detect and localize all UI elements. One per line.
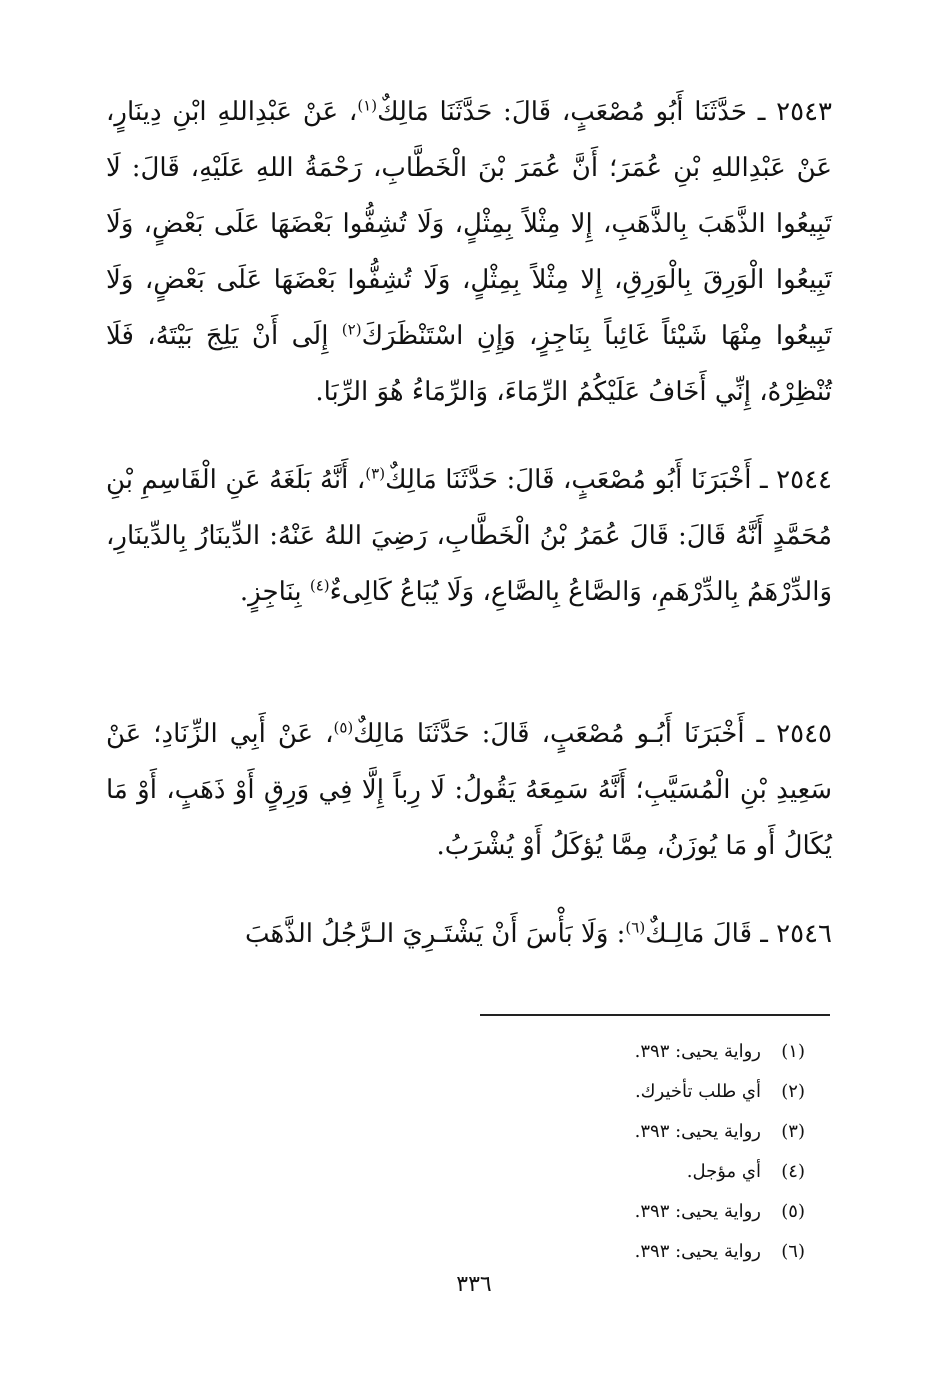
- paragraph-continuation: ، عَنْ عَبْدِاللهِ ابْنِ دِينَارٍ، عَنْ عَبْدِاللهِ بْنِ عُمَرَ؛ أَنَّ عُمَرَ بْنَ الْخَطَّابِ، رَحْمَةُ اللهِ عَلَيْهِ، قَالَ: لَا تَبِيعُوا الذَّهَبَ بِالذَّهَبِ، إِلا مِثْلاً بِمِثْلٍ، وَلَا تُشِفُّوا بَعْضَهَا عَلَى بَعْضٍ، وَلَا تَبِيعُوا الْوَرِقَ بِالْوَرِقِ، إِلا مِثْلاً بِمِثْلٍ، وَلَا تُشِفُّوا بَعْضَهَا عَلَى بَعْضٍ، وَلَا تَبِيعُوا مِنْهَا شَيْئاً غَائِباً بِنَاجِزٍ، وَإِنِ اسْتَنْظَرَكَ: [106, 97, 832, 351]
- page-number: ٣٣٦: [456, 1272, 492, 1297]
- footnote-marker-2: (٢): [341, 320, 362, 339]
- footnote-marker-3: (٣): [365, 464, 386, 483]
- footnote-marker-1: (١): [357, 96, 378, 115]
- paragraph-ending: إِلَى أَنْ يَلِجَ بَيْتَهُ، فَلَا تُنْظِرْهُ، إِنِّي أَخَافُ عَلَيْكُمُ الرِّمَاءَ، وَالرِّمَاءُ هُوَ الرِّبَا.: [106, 321, 832, 407]
- paragraph-text: [106, 906, 832, 962]
- paragraph-text: [106, 84, 832, 420]
- paragraph-continuation: ، أَنَّهُ بَلَغَهُ عَنِ الْقَاسِمِ بْنِ مُحَمَّدٍ أَنَّهُ قَالَ: قَالَ عُمَرُ بْنُ الْخَطَّابِ، رَضِيَ اللهُ عَنْهُ: الدِّينَارُ بِالدِّينَارِ، وَالدِّرْهَمُ بِالدِّرْهَمِ، وَالصَّاعُ بِالصَّاعِ، وَلَا يُبَاعُ كَالِىءٌ: [106, 465, 832, 607]
- footnote-text: رواية يحيى: ٣٩٣.: [634, 1121, 761, 1142]
- paragraph-ending: بِنَاجِزٍ.: [239, 577, 310, 607]
- footnote-text: أي مؤجل.: [686, 1161, 761, 1182]
- footnote-number: (٥): [781, 1201, 805, 1222]
- footnote-number: (١): [781, 1041, 805, 1062]
- hadith-2546: [106, 906, 832, 962]
- hadith-2545: [106, 706, 832, 874]
- footnote-item: [480, 1192, 805, 1232]
- paragraph-text: [106, 706, 832, 874]
- footnote-item: [480, 1152, 805, 1192]
- footnote-item: [480, 1112, 805, 1152]
- paragraph-text: [106, 452, 832, 620]
- footnote-marker-5: (٥): [333, 718, 354, 737]
- paragraph-opening: ٢٥٤٦ ـ قَالَ مَالِـكٌ: [645, 919, 832, 949]
- paragraph-continuation: ، عَنْ أَبِي الزِّنَادِ؛ عَنْ سَعِيدِ بْنِ الْمُسَيَّبِ؛ أَنَّهُ سَمِعَهُ يَقُولُ: لَا رِباً إِلَّا فِي وَرِقٍ أَوْ ذَهَبٍ، أَوْ مَا يُكَالُ أَو مَا يُوزَنُ، مِمَّا يُؤكَلُ أَوْ يُشْرَبُ.: [106, 719, 832, 861]
- paragraph-opening: ٢٥٤٥ ـ أَخْبَرَنَا أَبُـو مُصْعَبٍ، قَالَ: حَدَّثَنَا مَالِكٌ: [353, 719, 832, 749]
- hadith-2544: [106, 452, 832, 620]
- footnote-text: أي طلب تأخيرك.: [634, 1081, 761, 1102]
- footnote-divider: [480, 1014, 830, 1016]
- footnote-number: (٢): [781, 1081, 805, 1102]
- paragraph-opening: ٢٥٤٤ ـ أَخْبَرَنَا أَبُو مُصْعَبٍ، قَالَ: حَدَّثَنَا مَالِكٌ: [385, 465, 832, 495]
- footnotes: [480, 1032, 805, 1272]
- footnote-marker-4: (٤): [309, 576, 330, 595]
- footnote-number: (٤): [781, 1161, 805, 1182]
- footnote-item: [480, 1072, 805, 1112]
- footnote-number: (٦): [781, 1241, 805, 1262]
- footnote-item: [480, 1032, 805, 1072]
- footnote-marker-6: (٦): [625, 918, 646, 937]
- paragraph-opening: ٢٥٤٣ ـ حَدَّثَنَا أَبُو مُصْعَبٍ، قَالَ: حَدَّثَنَا مَالِكٌ: [377, 97, 832, 127]
- footnote-text: رواية يحيى: ٣٩٣.: [634, 1201, 761, 1222]
- hadith-2543: [106, 84, 832, 420]
- footnote-text: رواية يحيى: ٣٩٣.: [634, 1241, 761, 1262]
- footnote-number: (٣): [781, 1121, 805, 1142]
- paragraph-continuation: : وَلَا بَأْسَ أَنْ يَشْتَـرِيَ الـرَّجُلُ الذَّهَبَ: [244, 919, 626, 949]
- footnote-item: [480, 1232, 805, 1272]
- footnote-text: رواية يحيى: ٣٩٣.: [634, 1041, 761, 1062]
